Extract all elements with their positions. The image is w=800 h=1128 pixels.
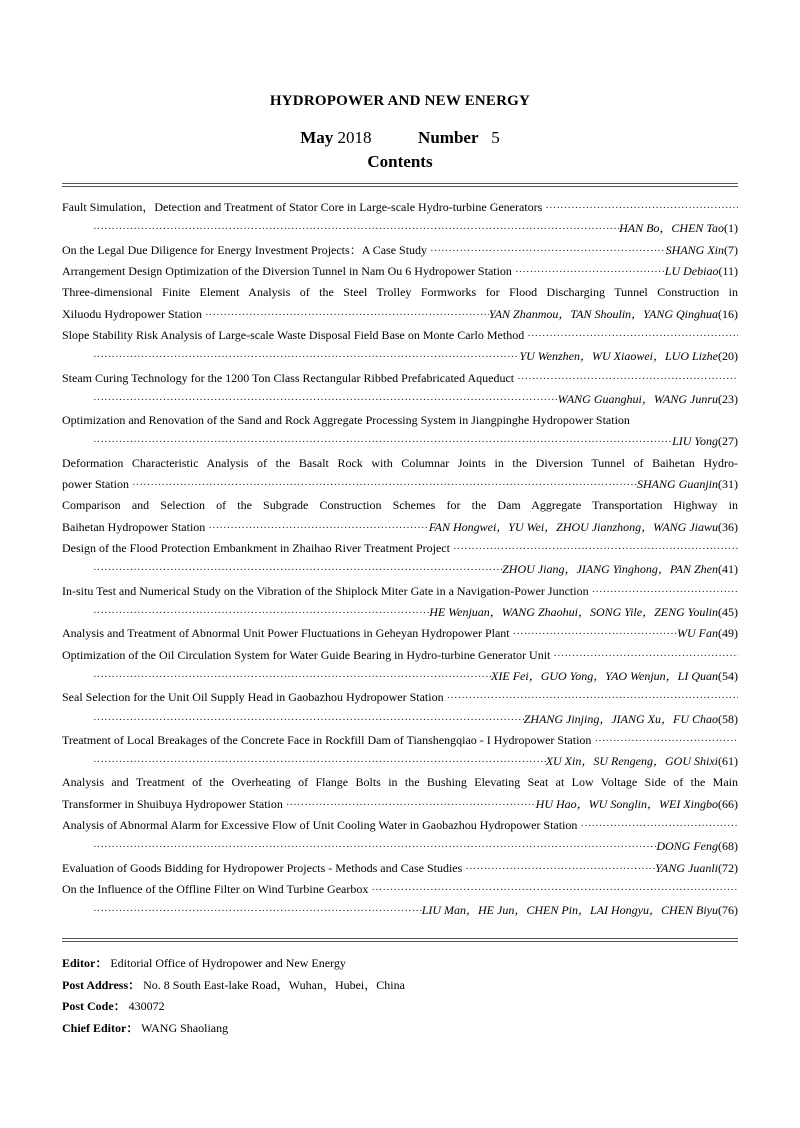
article-page: (41) <box>718 562 738 577</box>
article-authors: LIU Yong <box>672 434 718 449</box>
toc-title-line <box>62 410 738 431</box>
toc-title-line <box>62 368 738 389</box>
toc-author-line <box>62 858 738 879</box>
article-authors: YANG Juanli <box>655 860 718 875</box>
contents-title: Contents <box>367 152 433 171</box>
article-title: Comparison and Selection of the Subgrade Construction Schemes for the Dam Aggregate Transportation Highway in <box>62 498 738 513</box>
leader-dots <box>90 603 429 624</box>
article-authors: ZHOU Jiang，JIANG Yinghong，PAN Zhen <box>502 562 718 577</box>
article-authors: WANG Guanghui，WANG Junru <box>557 391 718 406</box>
toc-author-line <box>62 559 738 580</box>
article-authors: SHANG Xin <box>665 242 724 257</box>
toc-title-line <box>62 282 738 303</box>
article-page: (45) <box>718 604 738 619</box>
article-title: Analysis of Abnormal Alarm for Excessive Flow of Unit Cooling Water in Gaobazhou Hydropower Station <box>62 818 578 833</box>
leader-dots <box>90 837 656 858</box>
postcode-row <box>62 996 738 1018</box>
article-title: Steam Curing Technology for the 1200 Ton Class Rectangular Ribbed Prefabricated Aqueduct <box>62 370 515 385</box>
leader-dots <box>514 369 738 390</box>
journal-title: HYDROPOWER AND NEW ENERGY <box>269 93 531 109</box>
toc-author-line <box>62 389 738 410</box>
article-page: (72) <box>718 860 738 875</box>
article-authors: HE Wenjuan，WANG Zhaohui，SONG Yile，ZENG Youlin <box>429 604 718 619</box>
leader-dots <box>90 901 422 922</box>
toc-entry <box>62 645 738 688</box>
article-authors: SHANG Guanjin <box>637 477 718 492</box>
article-authors: XU Xin，SU Rengeng，GOU Shixi <box>545 754 718 769</box>
toc-title-line <box>62 581 738 602</box>
leader-dots <box>368 880 738 901</box>
article-title: Analysis and Treatment of the Overheating of Flange Bolts in the Bushing Elevating Seat at Low Voltage Side of the Main <box>62 775 738 790</box>
toc-author-line <box>62 240 738 261</box>
chief-editor-value: WANG Shaoliang <box>141 1020 229 1035</box>
toc-title-line <box>62 687 738 708</box>
leader-dots <box>202 305 489 326</box>
article-authors: HAN Bo，CHEN Tao <box>619 221 724 236</box>
toc-entry <box>62 772 738 815</box>
leader-dots <box>90 667 491 688</box>
issue-number: 5 <box>491 128 500 147</box>
issue-year: 2018 <box>337 128 372 147</box>
toc-author-line <box>62 346 738 367</box>
toc-entry <box>62 197 738 240</box>
article-title: Treatment of Local Breakages of the Concrete Face in Rockfill Dam of Tianshengqiao - I Hydropower Station <box>62 732 592 747</box>
article-authors: YAN Zhanmou，TAN Shoulin，YANG Qinghua <box>488 306 718 321</box>
toc-entry <box>62 453 738 496</box>
toc-title-line <box>62 325 738 346</box>
toc-entry <box>62 879 738 922</box>
leader-dots <box>427 241 666 262</box>
toc-entry <box>62 730 738 773</box>
article-page: (7) <box>724 242 738 257</box>
leader-dots <box>129 475 637 496</box>
toc-author-line <box>62 218 738 239</box>
toc-entry <box>62 495 738 538</box>
toc-title-line <box>62 772 738 793</box>
article-title: Three-dimensional Finite Element Analysis of the Steel Trolley Formworks for Flood Discharging Tunnel Construction in <box>62 285 738 300</box>
issue-number-label: Number <box>418 128 479 147</box>
toc-entry <box>62 815 738 858</box>
article-title: In-situ Test and Numerical Study on the Vibration of the Shiplock Miter Gate in a Navigation-Power Junction <box>62 583 589 598</box>
toc-entry <box>62 858 738 879</box>
toc-entry <box>62 261 738 282</box>
article-title: power Station <box>62 477 129 492</box>
toc-title-line <box>62 645 738 666</box>
toc-author-line <box>62 709 738 730</box>
toc-entry <box>62 325 738 368</box>
leader-dots <box>90 432 672 453</box>
article-page: (36) <box>718 519 738 534</box>
article-authors: WU Fan <box>677 626 718 641</box>
leader-dots <box>205 518 429 539</box>
toc-author-line <box>62 602 738 623</box>
chief-editor-row <box>62 1018 738 1040</box>
article-title: Baihetan Hydropower Station <box>62 519 206 534</box>
postcode-label: Post Code： <box>62 999 126 1013</box>
leader-dots <box>283 795 536 816</box>
article-title: Transformer in Shuibuya Hydropower Station <box>62 796 283 811</box>
article-title: Design of the Flood Protection Embankment in Zhaihao River Treatment Project <box>62 541 450 555</box>
article-page: (61) <box>718 754 738 769</box>
toc-entry <box>62 282 738 325</box>
toc-entry <box>62 687 738 730</box>
toc-author-line <box>62 794 738 815</box>
postcode-value: 430072 <box>128 999 165 1013</box>
toc-author-line <box>62 623 738 644</box>
article-page: (58) <box>718 711 738 726</box>
leader-dots <box>542 198 738 219</box>
article-authors: DONG Feng <box>656 839 718 854</box>
bottom-rule <box>62 938 738 942</box>
toc-title-line <box>62 538 738 559</box>
leader-dots <box>90 752 546 773</box>
toc-entry <box>62 538 738 581</box>
article-page: (27) <box>718 434 738 449</box>
leader-dots <box>450 539 738 560</box>
article-title: Evaluation of Goods Bidding for Hydropower Projects - Methods and Case Studies <box>62 860 463 875</box>
address-value: No. 8 South East-lake Road，Wuhan，Hubei，China <box>143 977 405 992</box>
editorial-footer <box>62 953 738 1039</box>
article-title: Optimization of the Oil Circulation System for Water Guide Bearing in Hydro-turbine Generator Unit <box>62 647 551 662</box>
leader-dots <box>589 582 738 603</box>
article-title: Seal Selection for the Unit Oil Supply Head in Gaobazhou Hydropower Station <box>62 690 444 705</box>
article-page: (54) <box>718 668 738 683</box>
article-page: (23) <box>718 391 738 406</box>
article-authors: FAN Hongwei，YU Wei，ZHOU Jianzhong，WANG Jiawu <box>428 519 718 534</box>
toc-author-line <box>62 474 738 495</box>
toc-title-line <box>62 730 738 751</box>
toc-title-line <box>62 879 738 900</box>
toc-title-line <box>62 453 738 474</box>
article-page: (49) <box>718 626 738 641</box>
article-page: (66) <box>718 796 738 811</box>
toc-author-line <box>62 751 738 772</box>
toc-author-line <box>62 261 738 282</box>
article-title: Fault Simulation，Detection and Treatment of Stator Core in Large-scale Hydro-turbine Generators <box>62 200 543 214</box>
article-authors: HU Hao，WU Songlin，WEI Xingbo <box>535 796 718 811</box>
article-page: (11) <box>718 263 738 278</box>
leader-dots <box>591 731 738 752</box>
leader-dots <box>90 347 519 368</box>
article-title: Xiluodu Hydropower Station <box>62 306 202 321</box>
toc-title-line <box>62 495 738 516</box>
article-authors: LIU Man，HE Jun，CHEN Pin，LAI Hongyu，CHEN Biyu <box>421 903 718 918</box>
issue-month: May <box>300 128 334 147</box>
leader-dots <box>524 326 738 347</box>
editor-value: Editorial Office of Hydropower and New Energy <box>110 956 346 970</box>
leader-dots <box>90 390 558 411</box>
toc-author-line <box>62 304 738 325</box>
toc-author-line <box>62 836 738 857</box>
toc-entry <box>62 240 738 261</box>
leader-dots <box>512 262 665 283</box>
article-title: Arrangement Design Optimization of the Diversion Tunnel in Nam Ou 6 Hydropower Station <box>62 263 512 278</box>
toc-title-line <box>62 815 738 836</box>
article-title: Optimization and Renovation of the Sand and Rock Aggregate Processing System in Jiangpinghe Hydropower Station <box>62 413 630 428</box>
article-authors: LU Debiao <box>664 263 719 278</box>
article-title: Deformation Characteristic Analysis of the Basalt Rock with Columnar Joints in the Diversion Tunnel of Baihetan Hydro- <box>62 455 738 470</box>
editor-label: Editor： <box>62 956 108 970</box>
article-page: (1) <box>724 221 738 236</box>
article-title: On the Legal Due Diligence for Energy Investment Projects：A Case Study <box>62 242 428 257</box>
toc-entry <box>62 410 738 453</box>
leader-dots <box>577 816 738 837</box>
leader-dots <box>510 624 677 645</box>
leader-dots <box>444 688 738 709</box>
issue-line <box>0 128 800 148</box>
article-authors: XIE Fei，GUO Yong，YAO Wenjun，LI Quan <box>491 668 718 683</box>
leader-dots <box>90 710 524 731</box>
leader-dots <box>90 560 502 581</box>
toc-author-line <box>62 900 738 921</box>
article-page: (76) <box>718 903 738 918</box>
table-of-contents <box>62 197 738 922</box>
article-page: (16) <box>718 306 738 321</box>
chief-editor-label: Chief Editor： <box>62 1020 139 1035</box>
article-authors: ZHANG Jinjing，JIANG Xu，FU Chao <box>523 711 718 726</box>
article-title: On the Influence of the Offline Filter on Wind Turbine Gearbox <box>62 882 369 896</box>
article-title: Analysis and Treatment of Abnormal Unit Power Fluctuations in Geheyan Hydropower Plant <box>62 626 510 641</box>
toc-author-line <box>62 431 738 452</box>
editor-row <box>62 953 738 975</box>
toc-title-line <box>62 197 738 218</box>
leader-dots <box>550 646 738 667</box>
article-page: (68) <box>718 839 738 854</box>
toc-entry <box>62 368 738 411</box>
address-row <box>62 975 738 997</box>
article-title: Slope Stability Risk Analysis of Large-scale Waste Disposal Field Base on Monte Carlo Method <box>62 327 525 342</box>
article-page: (31) <box>718 477 738 492</box>
leader-dots <box>462 859 655 880</box>
top-rule <box>62 183 738 187</box>
toc-author-line <box>62 517 738 538</box>
toc-entry <box>62 623 738 644</box>
toc-author-line <box>62 666 738 687</box>
leader-dots <box>90 219 619 240</box>
article-page: (20) <box>718 349 738 364</box>
toc-entry <box>62 581 738 624</box>
address-label: Post Address： <box>62 977 141 992</box>
article-authors: YU Wenzhen，WU Xiaowei，LUO Lizhe <box>519 349 718 364</box>
